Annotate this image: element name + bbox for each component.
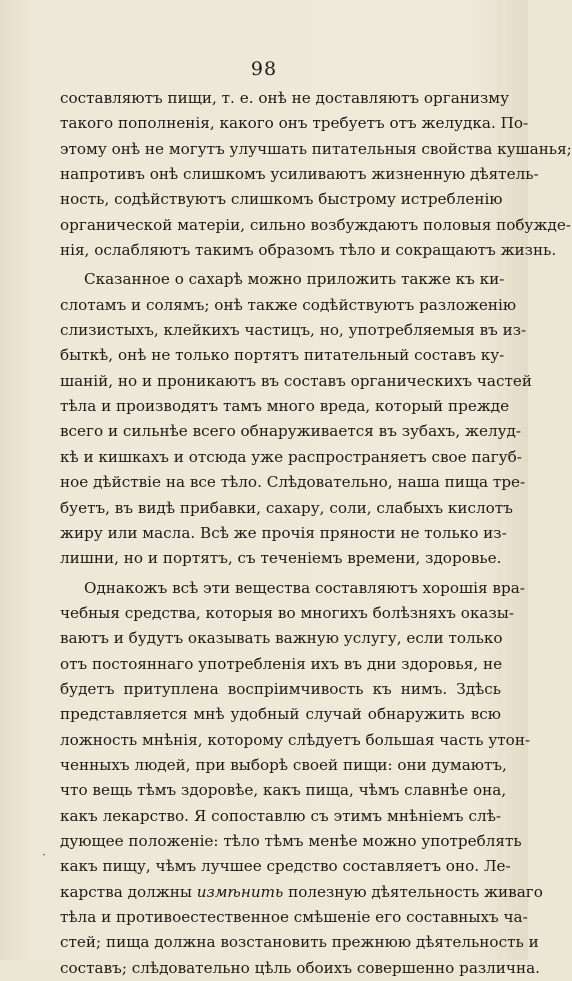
text-line: шаній, но и проникаютъ въ составъ органическихъ частей [60, 371, 533, 390]
text-line: какъ лекарство. Я сопоставлю съ этимъ мнѣніемъ слѣ- [60, 806, 501, 825]
paragraph [60, 576, 543, 981]
text-line: ное дѣйствіе на все тѣло. Слѣдовательно, наша пища тре- [60, 473, 526, 492]
paragraph [60, 86, 572, 263]
text-line: составъ; слѣдовательно цѣль обоихъ совершенно различна. [60, 958, 540, 977]
text-line: тѣла и производятъ тамъ много вреда, который прежде [60, 397, 510, 416]
text-line: такого пополненія, какого онъ требуетъ отъ желудка. По- [60, 114, 529, 133]
italic-emphasis: измѣнить [196, 882, 284, 901]
paragraph [60, 267, 533, 571]
text-line: ваютъ и будутъ оказывать важную услугу, если только [60, 629, 503, 648]
text-line: будетъ притуплена воспріимчивость къ нимъ. Здѣсь [60, 679, 501, 698]
text-line: отъ постояннаго употребленія ихъ въ дни здоровья, не [60, 654, 503, 673]
text-line: составляютъ пищи, т. е. онѣ не доставляютъ организму [60, 89, 510, 107]
text-body [60, 86, 572, 981]
text-line: органической матеріи, сильно возбуждаютъ половыя побужде- [60, 215, 571, 234]
text-line: слизистыхъ, клейкихъ частицъ, но, употребляемыя въ из- [60, 321, 527, 340]
text-line: представляется мнѣ удобный случай обнаружить всю [60, 705, 501, 724]
text-line: ность, содѣйствуютъ слишкомъ быстрому истребленію [60, 190, 503, 209]
text-line: Однакожъ всѣ эти вещества составляютъ хорошія вра- [84, 578, 525, 597]
text-line: карства должны измѣнить полезную дѣятельность живаго [60, 882, 543, 901]
text-line: дующее положеніе: тѣло тѣмъ менѣе можно употреблять [60, 831, 522, 850]
text-line: стей; пища должна возстановить прежнюю дѣятельность и [60, 933, 539, 952]
text-line: что вещь тѣмъ здоровѣе, какъ пища, чѣмъ славнѣе она, [60, 781, 507, 800]
text-line: всего и сильнѣе всего обнаруживается въ зубахъ, желуд- [60, 422, 522, 441]
text-line: кѣ и кишкахъ и отсюда уже распространяетъ свое пагуб- [60, 447, 522, 466]
text-line: ложность мнѣнія, которому слѣдуетъ большая часть утон- [60, 730, 531, 749]
text-line: жиру или масла. Всѣ же прочія пряности не только из- [60, 523, 507, 542]
text-line: быткѣ, онѣ не только портятъ питательный составъ ку- [60, 346, 505, 365]
text-line: напротивъ онѣ слишкомъ усиливаютъ жизненную дѣятель- [60, 165, 539, 184]
text-line: слотамъ и солямъ; онѣ также содѣйствуютъ разложенію [60, 295, 517, 314]
margin-mark: · [42, 848, 46, 862]
text-line: чебныя средства, которыя во многихъ болѣзняхъ оказы- [60, 603, 514, 622]
text-line: нія, ослабляютъ такимъ образомъ тѣло и сокращаютъ жизнь. [60, 241, 557, 260]
text-line: этому онѣ не могутъ улучшать питательныя свойства кушанья; [60, 139, 572, 158]
page-number: 98 [250, 58, 278, 80]
text-line: буетъ, въ видѣ прибавки, сахару, соли, слабыхъ кислотъ [60, 498, 513, 517]
text-line: лишни, но и портятъ, съ теченіемъ времени, здоровье. [60, 549, 502, 568]
text-line: тѣла и противоестественное смѣшеніе его составныхъ ча- [60, 908, 528, 926]
text-line: какъ пищу, чѣмъ лучшее средство составляетъ оно. Ле- [60, 857, 511, 876]
text-line: Сказанное о сахарѣ можно приложить также къ ки- [84, 270, 505, 289]
text-line: ченныхъ людей, при выборѣ своей пищи: они думаютъ, [60, 755, 507, 774]
